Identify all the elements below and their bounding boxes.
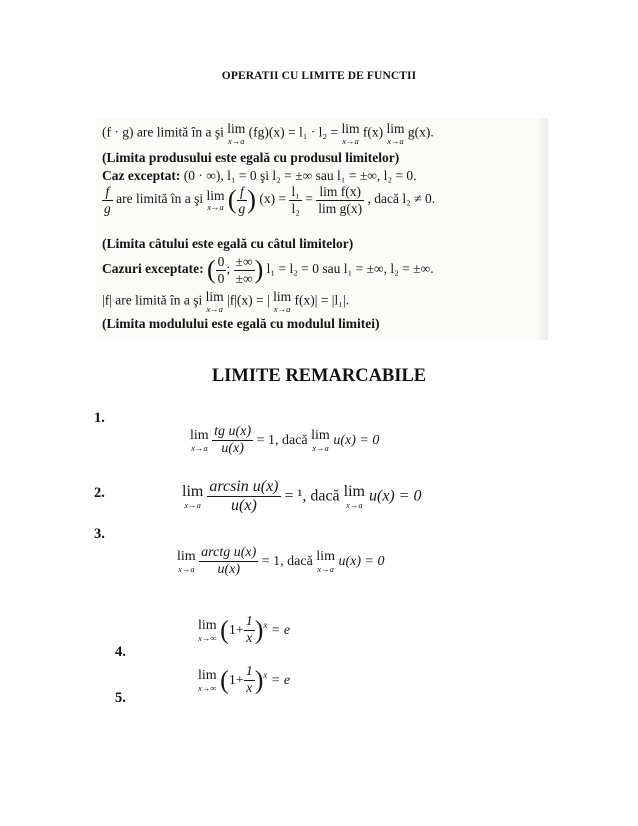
text: = 1, dacă: [261, 553, 313, 569]
formula-tg: [190, 424, 379, 457]
text: u(x) = 0: [333, 432, 380, 448]
lim-operator: lim x→a: [341, 121, 360, 146]
exponent: x: [263, 670, 268, 681]
lim-operator: lim x→a: [177, 548, 196, 574]
lim-operator: lim x→∞: [198, 667, 217, 693]
text: = ¹, dacă: [284, 487, 340, 505]
lim-operator: lim x→a: [316, 548, 335, 574]
exponent: x: [263, 620, 268, 631]
text: are limită în a şi: [116, 191, 204, 207]
text: = e: [270, 672, 291, 688]
formula-arctg: [177, 545, 384, 578]
item-number: 1.: [94, 410, 105, 426]
formula-arcsin: [182, 478, 422, 516]
text: |f| are limită în a şi: [102, 292, 203, 308]
fraction: $\frac{\text{arctg u(x)}}{u(x)}$: [201, 545, 257, 578]
lim-operator: lim x→a: [182, 483, 204, 511]
text: f(x)| = |l₁|.: [294, 292, 350, 308]
text: l₁ = l₂ = 0 sau l₁ = ±∞, l₂ = ±∞.: [266, 261, 434, 277]
text: (x) =: [259, 191, 287, 207]
scan-line-modulus-caption: (Limita modulului este egală cu modulul limitei): [102, 316, 380, 331]
text: , dacă l₂ ≠ 0.: [367, 191, 436, 207]
scan-line-modulus-rule: [102, 290, 349, 313]
scan-edge-shadow: [536, 118, 548, 340]
text: 1+: [228, 672, 244, 688]
page-title: OPERATII CU LIMITE DE FUNCTII: [221, 70, 417, 82]
lim-operator: lim x→a: [205, 289, 224, 314]
lim-operator: lim x→a: [273, 289, 292, 314]
text: u(x) = 0: [338, 553, 385, 569]
text: = 1, dacă: [256, 432, 308, 448]
fraction: $\frac{\text{arcsin u(x)}}{u(x)}$: [209, 478, 279, 515]
scan-line-quotient-rule: $\frac{f}{g}$ are limită în a şi lim x→a ( $\frac{f}{g}$ ) (x) = $\frac{\text{l₁}}{\text{l₂}}$ = $\frac{\text{lim f(x)}}{\text{lim g(x)}}$ , dacă l₂ ≠ 0.: [104, 184, 436, 216]
fraction: $\frac{\text{tg u(x)}}{u(x)}$: [214, 424, 252, 457]
text: Caz exceptat:: [102, 168, 181, 183]
item-number: 5.: [115, 690, 126, 706]
lim-operator: lim x→a: [343, 483, 365, 511]
scan-line-product-exception: [102, 168, 417, 184]
text: f(x): [362, 124, 384, 140]
lim-operator: lim x→a: [206, 187, 225, 213]
formula-e-limit: lim x→∞ (1+ $\frac{1}{x}$ )$^x$ = e: [198, 614, 291, 647]
fraction: $\frac{\text{lim f(x)}}{\text{lim g(x)}}$: [318, 184, 363, 216]
lim-operator: lim x→a: [227, 121, 246, 146]
scan-line-quotient-caption: (Limita câtului este egală cu câtul limitelor): [102, 236, 354, 251]
fraction: $\frac{\pm\infty}{\pm\infty}$: [235, 254, 253, 286]
text: = e: [270, 622, 291, 638]
text: Cazuri exceptate:: [102, 261, 204, 277]
fraction: $\frac{f}{g}$: [104, 184, 111, 216]
item-number: 3.: [94, 526, 105, 542]
lim-operator: lim x→∞: [198, 617, 217, 643]
text: u(x) = 0: [368, 487, 422, 505]
scan-line-product-caption: (Limita produsului este egală cu produsul limitelor): [102, 150, 400, 165]
formula-e-limit-repeat: lim x→∞ (1+ $\frac{1}{x}$ )$^x$ = e: [198, 664, 291, 697]
section-title: LIMITE REMARCABILE: [211, 366, 427, 386]
text: |f|(x) = |: [227, 292, 270, 308]
text: (fg)(x) = l₁ · l₂ =: [248, 124, 339, 140]
item-number: 4.: [115, 644, 126, 660]
fraction: $\frac{0}{0}$: [217, 254, 225, 286]
lim-operator: lim x→a: [311, 427, 330, 453]
text: (0 · ∞), l₁ = 0 şi l₂ = ±∞ sau l₁ = ±∞, l₂ = 0.: [183, 168, 417, 183]
fraction: $\frac{1}{x}$: [245, 614, 253, 647]
fraction: $\frac{1}{x}$: [245, 664, 253, 697]
item-number: 2.: [94, 485, 105, 501]
text: (f · g) are limită în a şi: [102, 124, 224, 140]
lim-operator: lim x→a: [190, 427, 209, 453]
scan-line-product-rule: [102, 122, 434, 145]
scanned-formula-block: [96, 118, 548, 340]
fraction: $\frac{f}{g}$: [238, 184, 246, 216]
text: 1+: [228, 622, 244, 638]
fraction: $\frac{\text{l₁}}{\text{l₂}}$: [291, 184, 300, 216]
lim-operator: lim x→a: [386, 121, 405, 146]
text: g(x).: [407, 124, 434, 140]
scan-line-quotient-exceptions: Cazuri exceptate: ( $\frac{0}{0}$ ; $\frac{\pm\infty}{\pm\infty}$ ) l₁ = l₂ = 0 sau l₁ = ±∞, l₂ = ±∞.: [102, 254, 434, 286]
